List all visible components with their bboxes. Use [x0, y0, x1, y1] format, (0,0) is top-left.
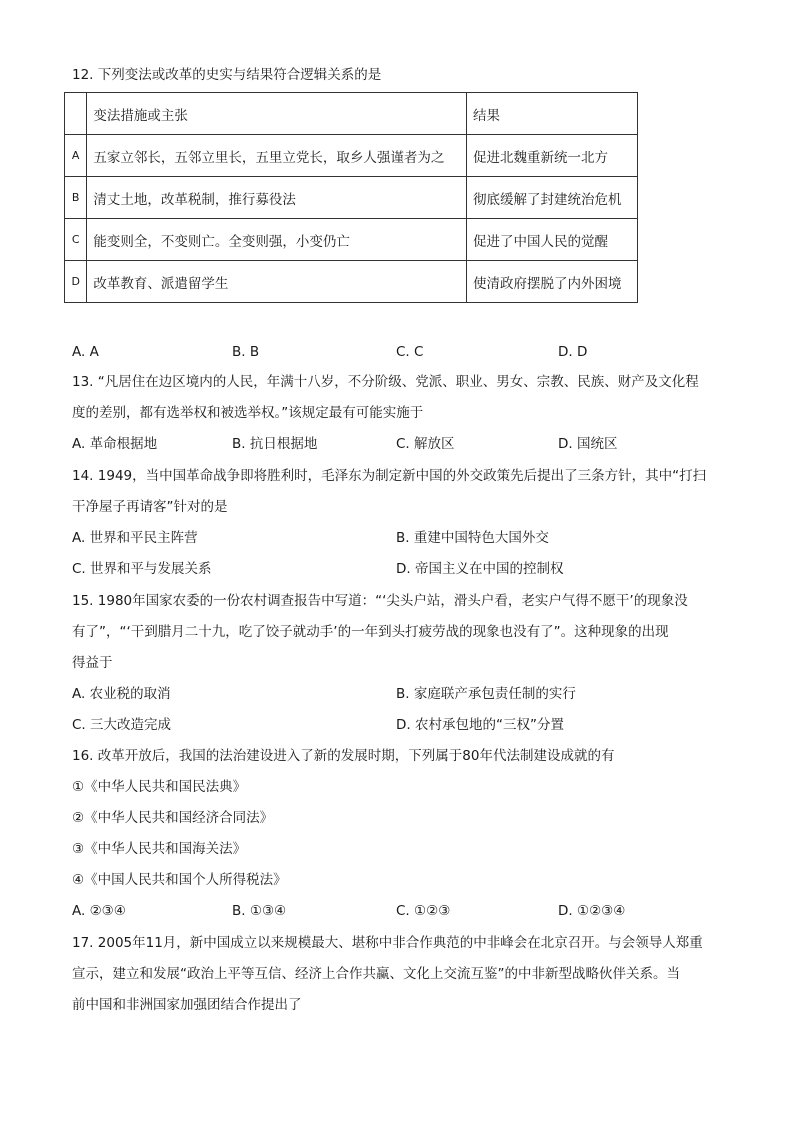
table-row: [65, 135, 638, 177]
q16-option-b[interactable]: B. ①③④: [232, 903, 287, 919]
q13-option-c[interactable]: C. 解放区: [396, 436, 455, 452]
q14-option-b[interactable]: B. 重建中国特色大国外交: [396, 530, 549, 546]
table-cell-label: D: [65, 261, 87, 303]
table-cell-result: 促进北魏重新统一北方: [467, 135, 638, 177]
table-row: [65, 261, 638, 303]
q12-option-d[interactable]: D. D: [558, 344, 588, 360]
q14-stem-line: 14. 1949，当中国革命战争即将胜利时，毛泽东为制定新中国的外交政策先后提出了三条方针，其中“打扫: [72, 468, 707, 484]
q14-option-c[interactable]: C. 世界和平与发展关系: [72, 561, 212, 577]
q15-option-c[interactable]: C. 三大改造完成: [72, 717, 172, 733]
table-row: [65, 177, 638, 219]
q15-stem-line: 有了”，“‘干到腊月二十九，吃了饺子就动手’的一年到头打疲劳战的现象也没有了”。这种现象的出现: [72, 624, 669, 640]
q16-option-d[interactable]: D. ①②③④: [558, 903, 626, 919]
table-cell-result: 使清政府摆脱了内外困境: [467, 261, 638, 303]
q13-stem-line: 度的差别，都有选举权和被选举权。”该规定最有可能实施于: [72, 405, 424, 421]
q13-option-b[interactable]: B. 抗日根据地: [232, 436, 318, 452]
table-cell-label: A: [65, 135, 87, 177]
q13-option-a[interactable]: A. 革命根据地: [72, 436, 158, 452]
table-cell-label: B: [65, 177, 87, 219]
q17-stem-line: 前中国和非洲国家加强团结合作提出了: [72, 997, 302, 1013]
q12-option-b[interactable]: B. B: [232, 344, 260, 360]
q13-stem-line: 13. “凡居住在边区境内的人民，年满十八岁，不分阶级、党派、职业、男女、宗教、民族、财产及文化程: [72, 374, 699, 390]
q16-item: ②《中华人民共和国经济合同法》: [72, 810, 274, 826]
q15-stem-line: 15. 1980年国家农委的一份农村调查报告中写道：“‘尖头户站，滑头户看，老实户气得不愿干’的现象没: [72, 593, 688, 609]
table-cell-measure: 改革教育、派遣留学生: [87, 261, 467, 303]
table-cell-result: 促进了中国人民的觉醒: [467, 219, 638, 261]
q12-table: [64, 92, 638, 303]
table-cell-measure: 能变则全，不变则亡。全变则强，小变仍亡: [87, 219, 467, 261]
table-row: [65, 219, 638, 261]
table-header-cell: 结果: [467, 93, 638, 135]
table-header-row: [65, 93, 638, 135]
q16-stem: 16. 改革开放后，我国的法治建设进入了新的发展时期，下列属于80年代法制建设成就的有: [72, 748, 615, 764]
q14-stem-line: 干净屋子再请客”针对的是: [72, 499, 228, 515]
q16-item: ③《中华人民共和国海关法》: [72, 841, 247, 857]
q16-option-c[interactable]: C. ①②③: [396, 903, 451, 919]
q13-option-d[interactable]: D. 国统区: [558, 436, 618, 452]
q15-option-d[interactable]: D. 农村承包地的“三权”分置: [396, 717, 564, 733]
table-cell-result: 彻底缓解了封建统治危机: [467, 177, 638, 219]
q16-item: ①《中华人民共和国民法典》: [72, 779, 247, 795]
q16-option-a[interactable]: A. ②③④: [72, 903, 126, 919]
q15-stem-line: 得益于: [72, 655, 113, 671]
q14-option-a[interactable]: A. 世界和平民主阵营: [72, 530, 198, 546]
q15-option-a[interactable]: A. 农业税的取消: [72, 686, 171, 702]
q12-option-a[interactable]: A. A: [72, 344, 99, 360]
q17-stem-line: 17. 2005年11月，新中国成立以来规模最大、堪称中非合作典范的中非峰会在北京召开。与会领导人郑重: [72, 935, 703, 951]
table-header-cell: 变法措施或主张: [87, 93, 467, 135]
q17-stem-line: 宣示，建立和发展“政治上平等互信、经济上合作共赢、文化上交流互鉴”的中非新型战略伙伴关系。当: [72, 966, 680, 982]
q15-option-b[interactable]: B. 家庭联产承包责任制的实行: [396, 686, 576, 702]
q12-option-c[interactable]: C. C: [396, 344, 424, 360]
q12-stem: 12. 下列变法或改革的史实与结果符合逻辑关系的是: [72, 67, 382, 83]
table-cell-label: C: [65, 219, 87, 261]
q14-option-d[interactable]: D. 帝国主义在中国的控制权: [396, 561, 564, 577]
table-cell-measure: 五家立邻长，五邻立里长，五里立党长，取乡人强谨者为之: [87, 135, 467, 177]
q16-item: ④《中国人民共和国个人所得税法》: [72, 872, 287, 888]
table-header-cell: [65, 93, 87, 135]
table-cell-measure: 清丈土地，改革税制，推行募役法: [87, 177, 467, 219]
